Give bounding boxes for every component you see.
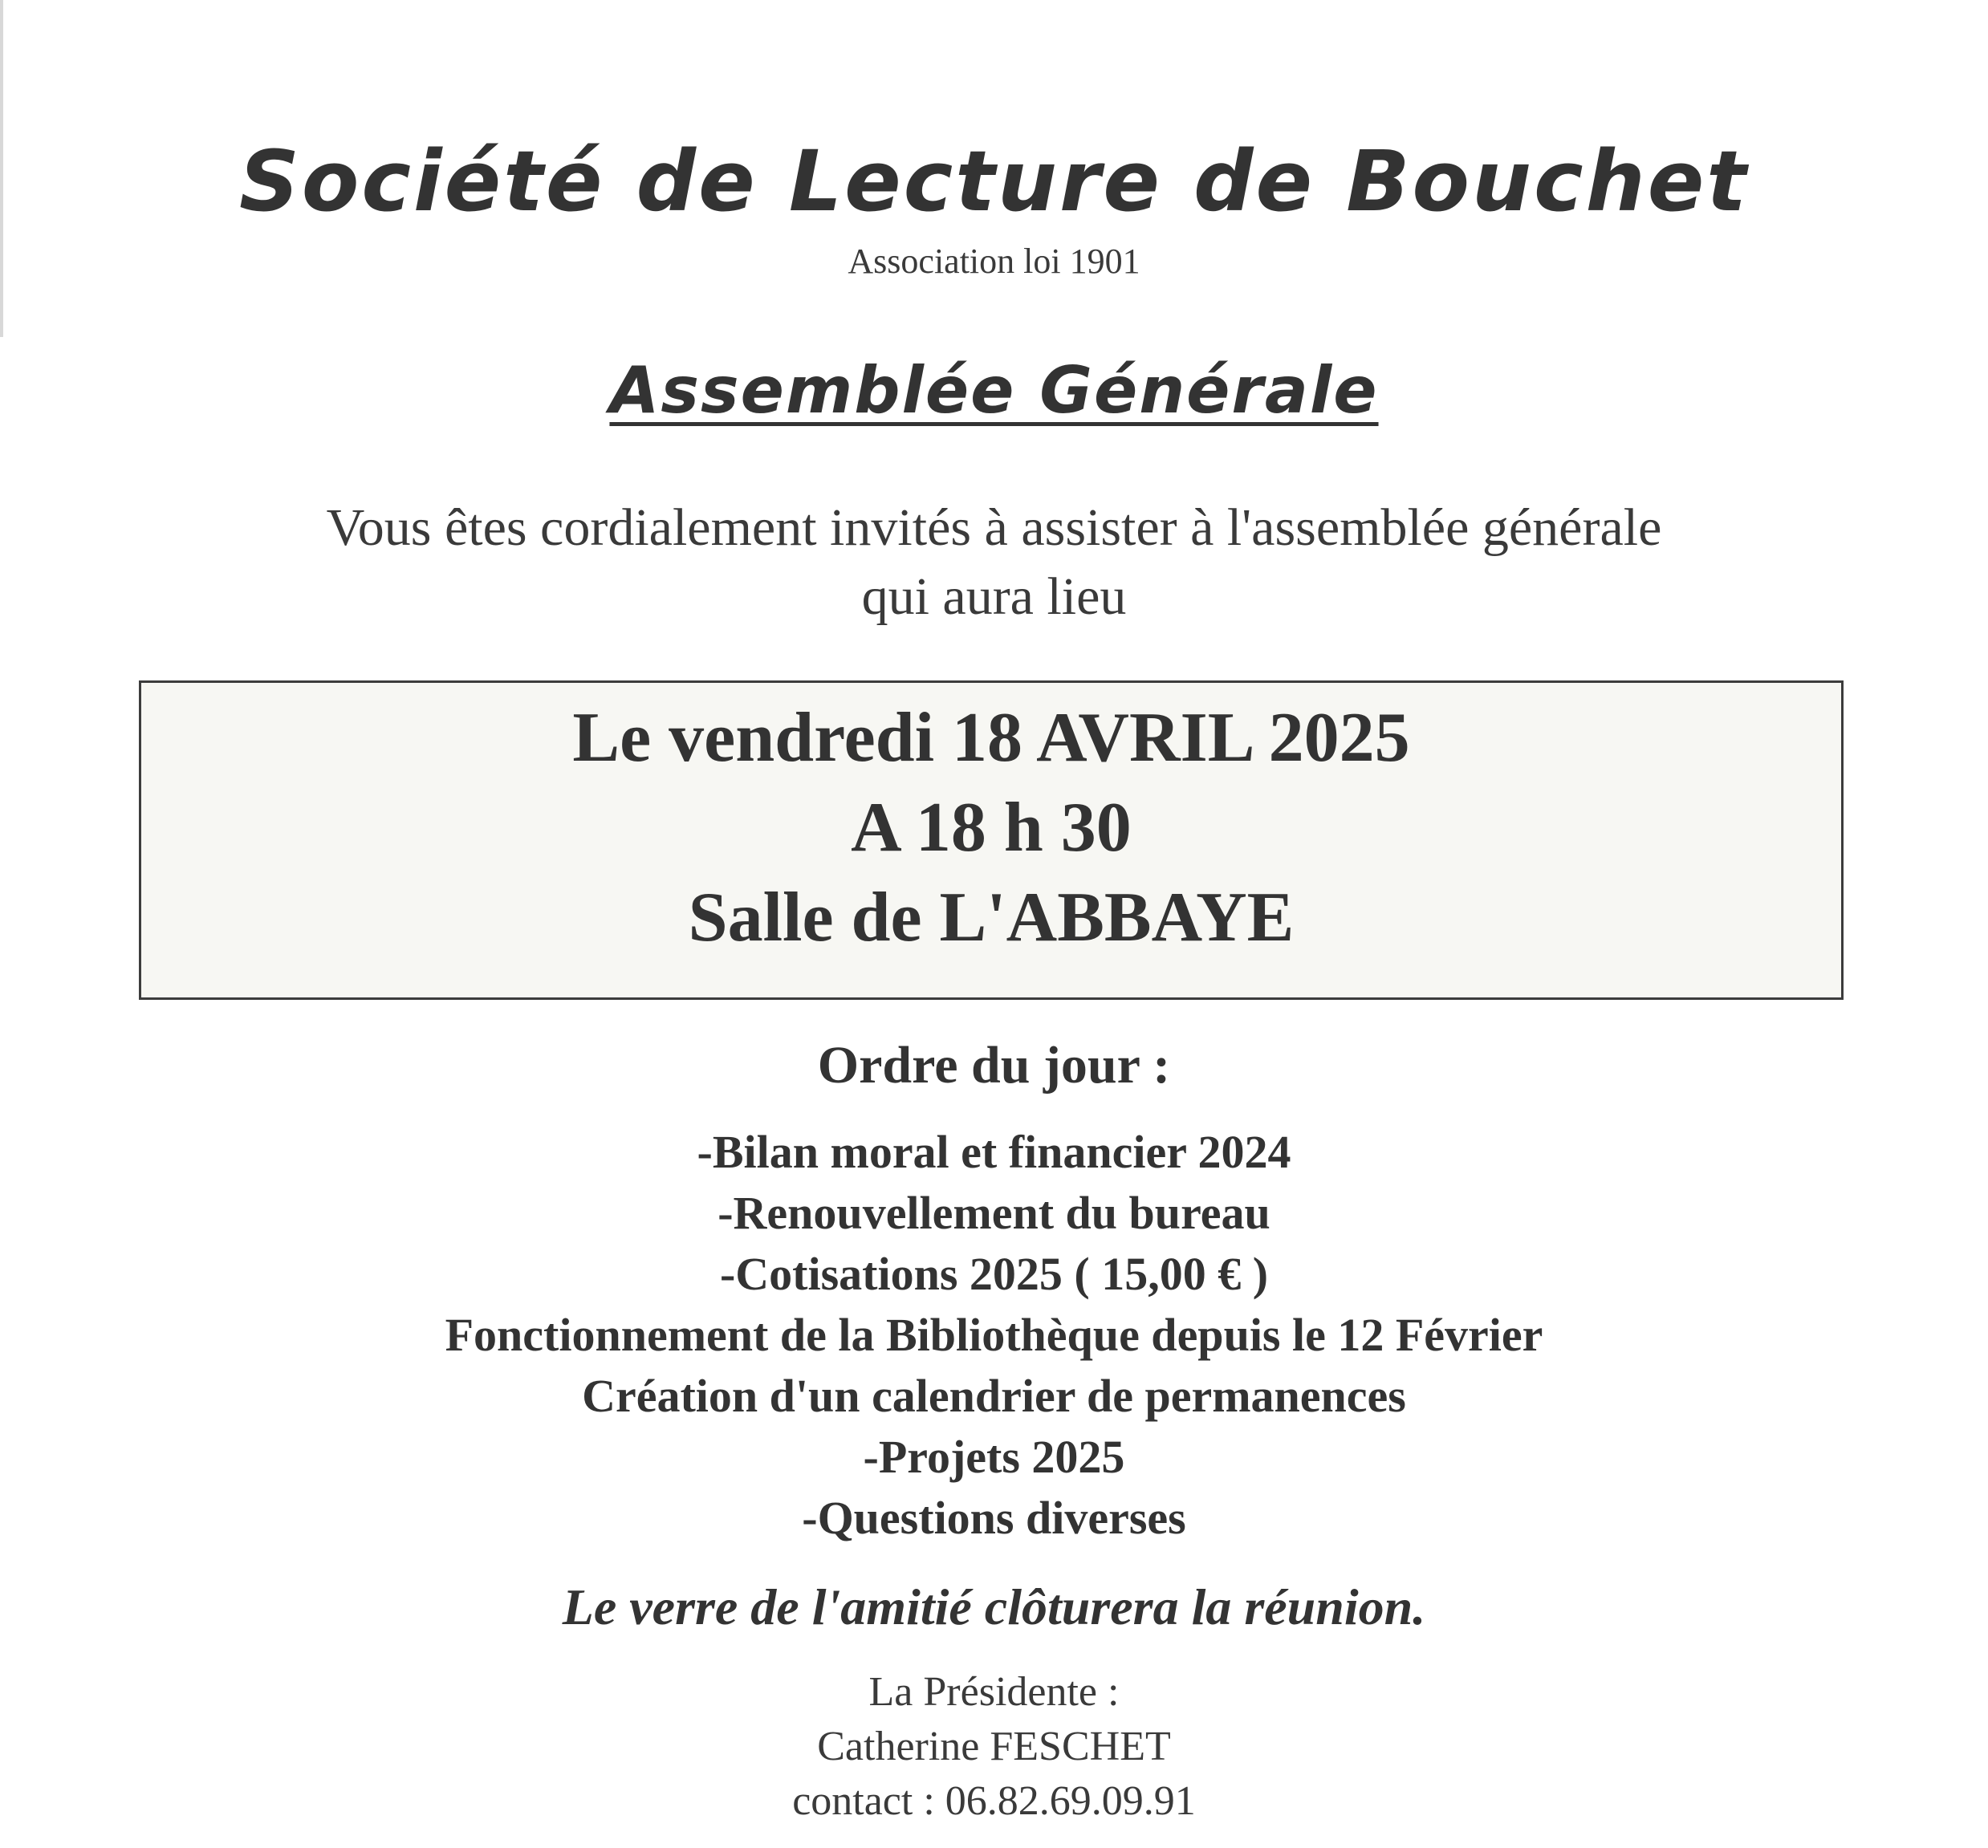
agenda-list: [0, 1122, 1988, 1549]
agenda-item: -Questions diverses: [802, 1492, 1186, 1544]
invitation-text: [0, 493, 1988, 632]
invitation-line-1: Vous êtes cordialement invités à assister à l'assemblée générale: [326, 498, 1662, 557]
organization-subtitle: Association loi 1901: [848, 242, 1140, 281]
meeting-title-text: Assemblée Générale: [609, 353, 1379, 428]
agenda-item: -Projets 2025: [863, 1431, 1125, 1483]
event-place: Salle de L'ABBAYE: [688, 879, 1295, 956]
signature-name: Catherine FESCHET: [817, 1724, 1171, 1769]
agenda-item: Création d'un calendrier de permanences: [582, 1370, 1406, 1422]
meeting-title: [0, 353, 1988, 428]
invitation-line-2: qui aura lieu: [861, 567, 1127, 626]
signature-block: [0, 1665, 1988, 1829]
contact-phone: contact : 06.82.69.09.91: [792, 1778, 1196, 1824]
event-details-box: [139, 680, 1844, 1000]
organization-title: Société de Lecture de Bouchet: [239, 132, 1749, 230]
event-date: Le vendredi 18 AVRIL 2025: [572, 699, 1410, 777]
agenda-item: -Renouvellement du bureau: [718, 1187, 1270, 1239]
agenda-title: Ordre du jour :: [817, 1036, 1171, 1095]
agenda-item: -Cotisations 2025 ( 15,00 € ): [719, 1248, 1269, 1300]
signature-role: La Présidente :: [868, 1669, 1120, 1715]
event-time: A 18 h 30: [851, 789, 1132, 867]
agenda-item: Fonctionnement de la Bibliothèque depuis le 12 Février: [445, 1309, 1543, 1361]
closing-remark: Le verre de l'amitié clôturera la réunion.: [562, 1578, 1426, 1635]
agenda-item: -Bilan moral et financier 2024: [697, 1126, 1291, 1178]
